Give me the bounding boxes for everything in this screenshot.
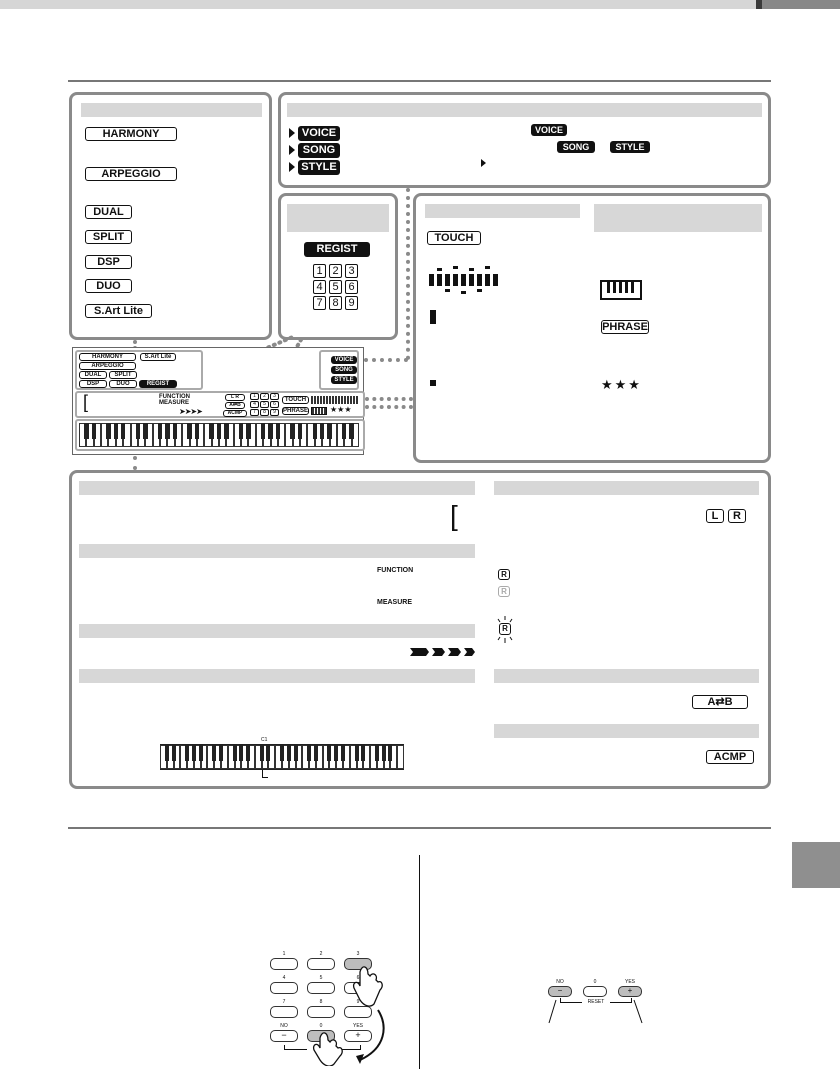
big-black-key bbox=[260, 745, 264, 761]
mini-black-key bbox=[195, 423, 199, 439]
big-black-key bbox=[388, 745, 392, 761]
r-off-icon: R bbox=[498, 586, 510, 597]
style-tag: STYLE bbox=[298, 160, 340, 175]
phrase-tag: PHRASE bbox=[602, 321, 648, 333]
mini-black-key bbox=[313, 423, 317, 439]
keyboard-header bbox=[79, 669, 475, 683]
regist-number-1: 1 bbox=[313, 264, 326, 278]
big-white-key bbox=[397, 745, 404, 769]
mini-black-key bbox=[342, 423, 346, 439]
big-black-key bbox=[172, 745, 176, 761]
mini-regist-number-6: 6 bbox=[270, 401, 279, 408]
big-black-key bbox=[355, 745, 359, 761]
mini-song-tag: SONG bbox=[331, 366, 357, 374]
regist-number-6: 6 bbox=[345, 280, 358, 294]
big-black-key bbox=[327, 745, 331, 761]
keypad-label-2: 2 bbox=[319, 951, 323, 957]
c1-label: C1 bbox=[261, 737, 268, 743]
mini-voice-tag: VOICE bbox=[331, 356, 357, 364]
keypad-label-5: 5 bbox=[319, 975, 323, 981]
duo-tag: DUO bbox=[85, 279, 132, 293]
touch-phrase-panel bbox=[413, 193, 771, 463]
big-black-key bbox=[199, 745, 203, 761]
top-bar-tab bbox=[762, 0, 840, 9]
function-tags-panel bbox=[69, 92, 272, 340]
mini-touch-meter-icon bbox=[311, 396, 359, 404]
mini-dual-tag: DUAL bbox=[79, 371, 107, 379]
touch-level-meter-icon bbox=[427, 264, 502, 296]
mini-black-key bbox=[106, 423, 110, 439]
regist-number-9: 9 bbox=[345, 296, 358, 310]
acmp-header bbox=[494, 724, 759, 738]
mini-black-key bbox=[92, 423, 96, 439]
keypad-button-1[interactable] bbox=[270, 958, 298, 970]
voice-arrow-icon bbox=[289, 128, 295, 138]
big-black-key bbox=[314, 745, 318, 761]
mini-duo-tag: DUO bbox=[109, 380, 137, 388]
acmp-tag: ACMP bbox=[706, 750, 754, 764]
mini-regist-number-2: 2 bbox=[260, 393, 269, 400]
level-bar-icon bbox=[430, 310, 436, 324]
mini-black-key bbox=[158, 423, 162, 439]
mini-black-key bbox=[246, 423, 250, 439]
column-divider bbox=[419, 855, 420, 1069]
keypad-label-9: 9 bbox=[356, 999, 360, 1005]
mini-black-key bbox=[114, 423, 118, 439]
mini-regist-number-1: 1 bbox=[250, 393, 259, 400]
mini-black-key bbox=[268, 423, 272, 439]
mini-stars: ★★★ bbox=[330, 405, 352, 414]
right-keypad-label-yes: YES bbox=[624, 979, 635, 985]
mini-regist-tag: REGIST bbox=[139, 380, 177, 388]
big-black-key bbox=[185, 745, 189, 761]
touch-tag: TOUCH bbox=[427, 231, 481, 245]
big-black-key bbox=[280, 745, 284, 761]
song-tag: SONG bbox=[298, 143, 340, 158]
mini-black-key bbox=[217, 423, 221, 439]
mini-dsp-tag: DSP bbox=[79, 380, 107, 388]
top-bar bbox=[0, 0, 840, 9]
mini-black-key bbox=[349, 423, 353, 439]
mini-regist-number-9: 9 bbox=[270, 409, 279, 416]
mini-touch-tag: TOUCH bbox=[282, 396, 309, 404]
keypad-button-7[interactable] bbox=[270, 1006, 298, 1018]
big-black-key bbox=[307, 745, 311, 761]
big-black-key bbox=[233, 745, 237, 761]
inline-arrow-icon bbox=[481, 159, 486, 167]
mini-regist-number-3: 3 bbox=[270, 393, 279, 400]
l-tag: L bbox=[706, 509, 724, 523]
right-keypad-button-zero[interactable] bbox=[583, 986, 607, 997]
mini-keyboard bbox=[79, 422, 359, 448]
dsp-tag: DSP bbox=[85, 255, 132, 269]
regist-panel bbox=[278, 193, 398, 340]
mini-regist-number-4: 4 bbox=[250, 401, 259, 408]
phrase-stars: ★★★ bbox=[601, 377, 642, 392]
mini-harmony-tag: HARMONY bbox=[79, 353, 136, 361]
harmony-tag: HARMONY bbox=[85, 127, 177, 141]
big-black-key bbox=[382, 745, 386, 761]
mini-regist-number-5: 5 bbox=[260, 401, 269, 408]
mini-black-key bbox=[84, 423, 88, 439]
panel-header bbox=[81, 103, 262, 117]
right-keypad-label-no: NO bbox=[556, 979, 564, 985]
mini-black-key bbox=[121, 423, 125, 439]
regist-number-7: 7 bbox=[313, 296, 326, 310]
big-black-key bbox=[219, 745, 223, 761]
keypad-label-7: 7 bbox=[282, 999, 286, 1005]
big-black-key bbox=[294, 745, 298, 761]
mini-black-key bbox=[276, 423, 280, 439]
mini-arrows-icon: ➤➤➤➤ bbox=[179, 407, 202, 416]
beat-header bbox=[79, 624, 475, 638]
mini-black-key bbox=[290, 423, 294, 439]
connector bbox=[406, 188, 410, 360]
big-black-key bbox=[375, 745, 379, 761]
keypad-label-1: 1 bbox=[282, 951, 286, 957]
keyboard-display bbox=[160, 744, 404, 770]
phrase-keyboard-icon bbox=[600, 280, 642, 300]
section-rule-top bbox=[68, 80, 771, 82]
mini-ab-tag: A⇄B bbox=[225, 402, 245, 409]
function-label: FUNCTION bbox=[377, 567, 414, 574]
mini-black-key bbox=[173, 423, 177, 439]
regist-number-2: 2 bbox=[329, 264, 342, 278]
mini-black-key bbox=[320, 423, 324, 439]
panel-header bbox=[287, 103, 762, 117]
mini-regist-number-7: 7 bbox=[250, 409, 259, 416]
press-hand-icon-2 bbox=[312, 1030, 352, 1066]
keypad-label-6: 6 bbox=[356, 975, 360, 981]
style-arrow-icon bbox=[289, 162, 295, 172]
regist-number-5: 5 bbox=[329, 280, 342, 294]
mini-black-key bbox=[209, 423, 213, 439]
char-header bbox=[79, 481, 475, 495]
big-black-key bbox=[287, 745, 291, 761]
beat-arrows-icon bbox=[410, 647, 476, 657]
voice-tag-inline: VOICE bbox=[531, 124, 567, 136]
connector bbox=[364, 358, 408, 362]
function-header bbox=[79, 544, 475, 558]
mini-black-key bbox=[239, 423, 243, 439]
mini-lr-tag bbox=[225, 394, 245, 401]
mini-lr-ab-acmp bbox=[223, 394, 247, 416]
split-tag: SPLIT bbox=[85, 230, 132, 244]
song-tag-inline: SONG bbox=[557, 141, 595, 153]
big-black-key bbox=[246, 745, 250, 761]
mini-black-key bbox=[187, 423, 191, 439]
display-char: [ bbox=[450, 500, 458, 531]
mini-black-key bbox=[261, 423, 265, 439]
big-black-key bbox=[341, 745, 345, 761]
connector bbox=[133, 456, 137, 470]
ab-tag: A⇄B bbox=[692, 695, 748, 709]
phrase-header bbox=[594, 204, 762, 232]
arpeggio-tag: ARPEGGIO bbox=[85, 167, 177, 181]
mini-arpeggio-tag: ARPEGGIO bbox=[79, 362, 136, 370]
level-dot-icon bbox=[430, 380, 436, 386]
right-pointer-lines bbox=[544, 998, 648, 1024]
mode-panel bbox=[278, 92, 771, 188]
song-arrow-icon bbox=[289, 145, 295, 155]
mini-measure-label: MEASURE bbox=[159, 400, 190, 406]
keypad-label-no: NO bbox=[280, 1023, 288, 1029]
mini-regist-number-8: 8 bbox=[260, 409, 269, 416]
mini-style-tag: STYLE bbox=[331, 376, 357, 384]
big-black-key bbox=[334, 745, 338, 761]
voice-tag: VOICE bbox=[298, 126, 340, 141]
mini-black-key bbox=[165, 423, 169, 439]
mini-black-key bbox=[298, 423, 302, 439]
r-blink-tag: R bbox=[499, 623, 511, 635]
r-tag: R bbox=[728, 509, 746, 523]
keypad-label-yes: YES bbox=[352, 1023, 363, 1029]
big-black-key bbox=[239, 745, 243, 761]
display-detail-panel bbox=[69, 470, 771, 789]
ab-header bbox=[494, 669, 759, 683]
touch-header bbox=[425, 204, 580, 218]
chapter-side-tab bbox=[792, 842, 840, 888]
panel-header bbox=[287, 204, 389, 232]
keypad-label-8: 8 bbox=[319, 999, 323, 1005]
r-on-icon: R bbox=[498, 569, 510, 580]
right-keypad-button-yes[interactable]: + bbox=[618, 986, 642, 997]
measure-label: MEASURE bbox=[377, 599, 413, 606]
mini-display-char: [ bbox=[83, 392, 89, 412]
right-keypad-button-no[interactable]: − bbox=[548, 986, 572, 997]
keypad-button-no[interactable]: − bbox=[270, 1030, 298, 1042]
big-black-key bbox=[361, 745, 365, 761]
mini-black-key bbox=[136, 423, 140, 439]
mini-r: R bbox=[235, 394, 239, 400]
section-rule-bottom bbox=[68, 827, 771, 829]
regist-number-3: 3 bbox=[345, 264, 358, 278]
lr-header bbox=[494, 481, 759, 495]
mini-acmp-tag: ACMP bbox=[223, 410, 247, 417]
style-tag-inline: STYLE bbox=[610, 141, 650, 153]
connector bbox=[365, 405, 413, 409]
keypad-label-3: 3 bbox=[356, 951, 360, 957]
r-blink-icon bbox=[496, 616, 514, 644]
keypad-button-yes[interactable]: + bbox=[344, 1030, 372, 1042]
mini-sart-tag: S.Art Lite bbox=[140, 353, 176, 361]
big-black-key bbox=[212, 745, 216, 761]
mini-split-tag: SPLIT bbox=[109, 371, 137, 379]
right-keypad-label-zero: 0 bbox=[593, 979, 597, 985]
mini-black-key bbox=[224, 423, 228, 439]
c1-marker-foot bbox=[262, 777, 268, 778]
mini-phrase-keyboard-icon bbox=[311, 407, 327, 415]
mini-black-key bbox=[143, 423, 147, 439]
mini-black-key bbox=[327, 423, 331, 439]
big-black-key bbox=[192, 745, 196, 761]
keypad-button-4[interactable] bbox=[270, 982, 298, 994]
regist-tag: REGIST bbox=[304, 242, 370, 257]
keypad-label-4: 4 bbox=[282, 975, 286, 981]
regist-number-8: 8 bbox=[329, 296, 342, 310]
right-reset-label: RESET bbox=[582, 999, 610, 1005]
display-overview bbox=[72, 347, 364, 455]
mini-phrase-tag: PHRASE bbox=[283, 408, 309, 414]
big-black-key bbox=[266, 745, 270, 761]
sart-lite-tag: S.Art Lite bbox=[85, 304, 152, 318]
mini-function-label: FUNCTION bbox=[159, 394, 190, 400]
dual-tag: DUAL bbox=[85, 205, 132, 219]
connector bbox=[365, 397, 413, 401]
mini-l: L bbox=[231, 394, 234, 400]
regist-number-4: 4 bbox=[313, 280, 326, 294]
big-black-key bbox=[165, 745, 169, 761]
keypad-label-zero: 0 bbox=[319, 1023, 323, 1029]
